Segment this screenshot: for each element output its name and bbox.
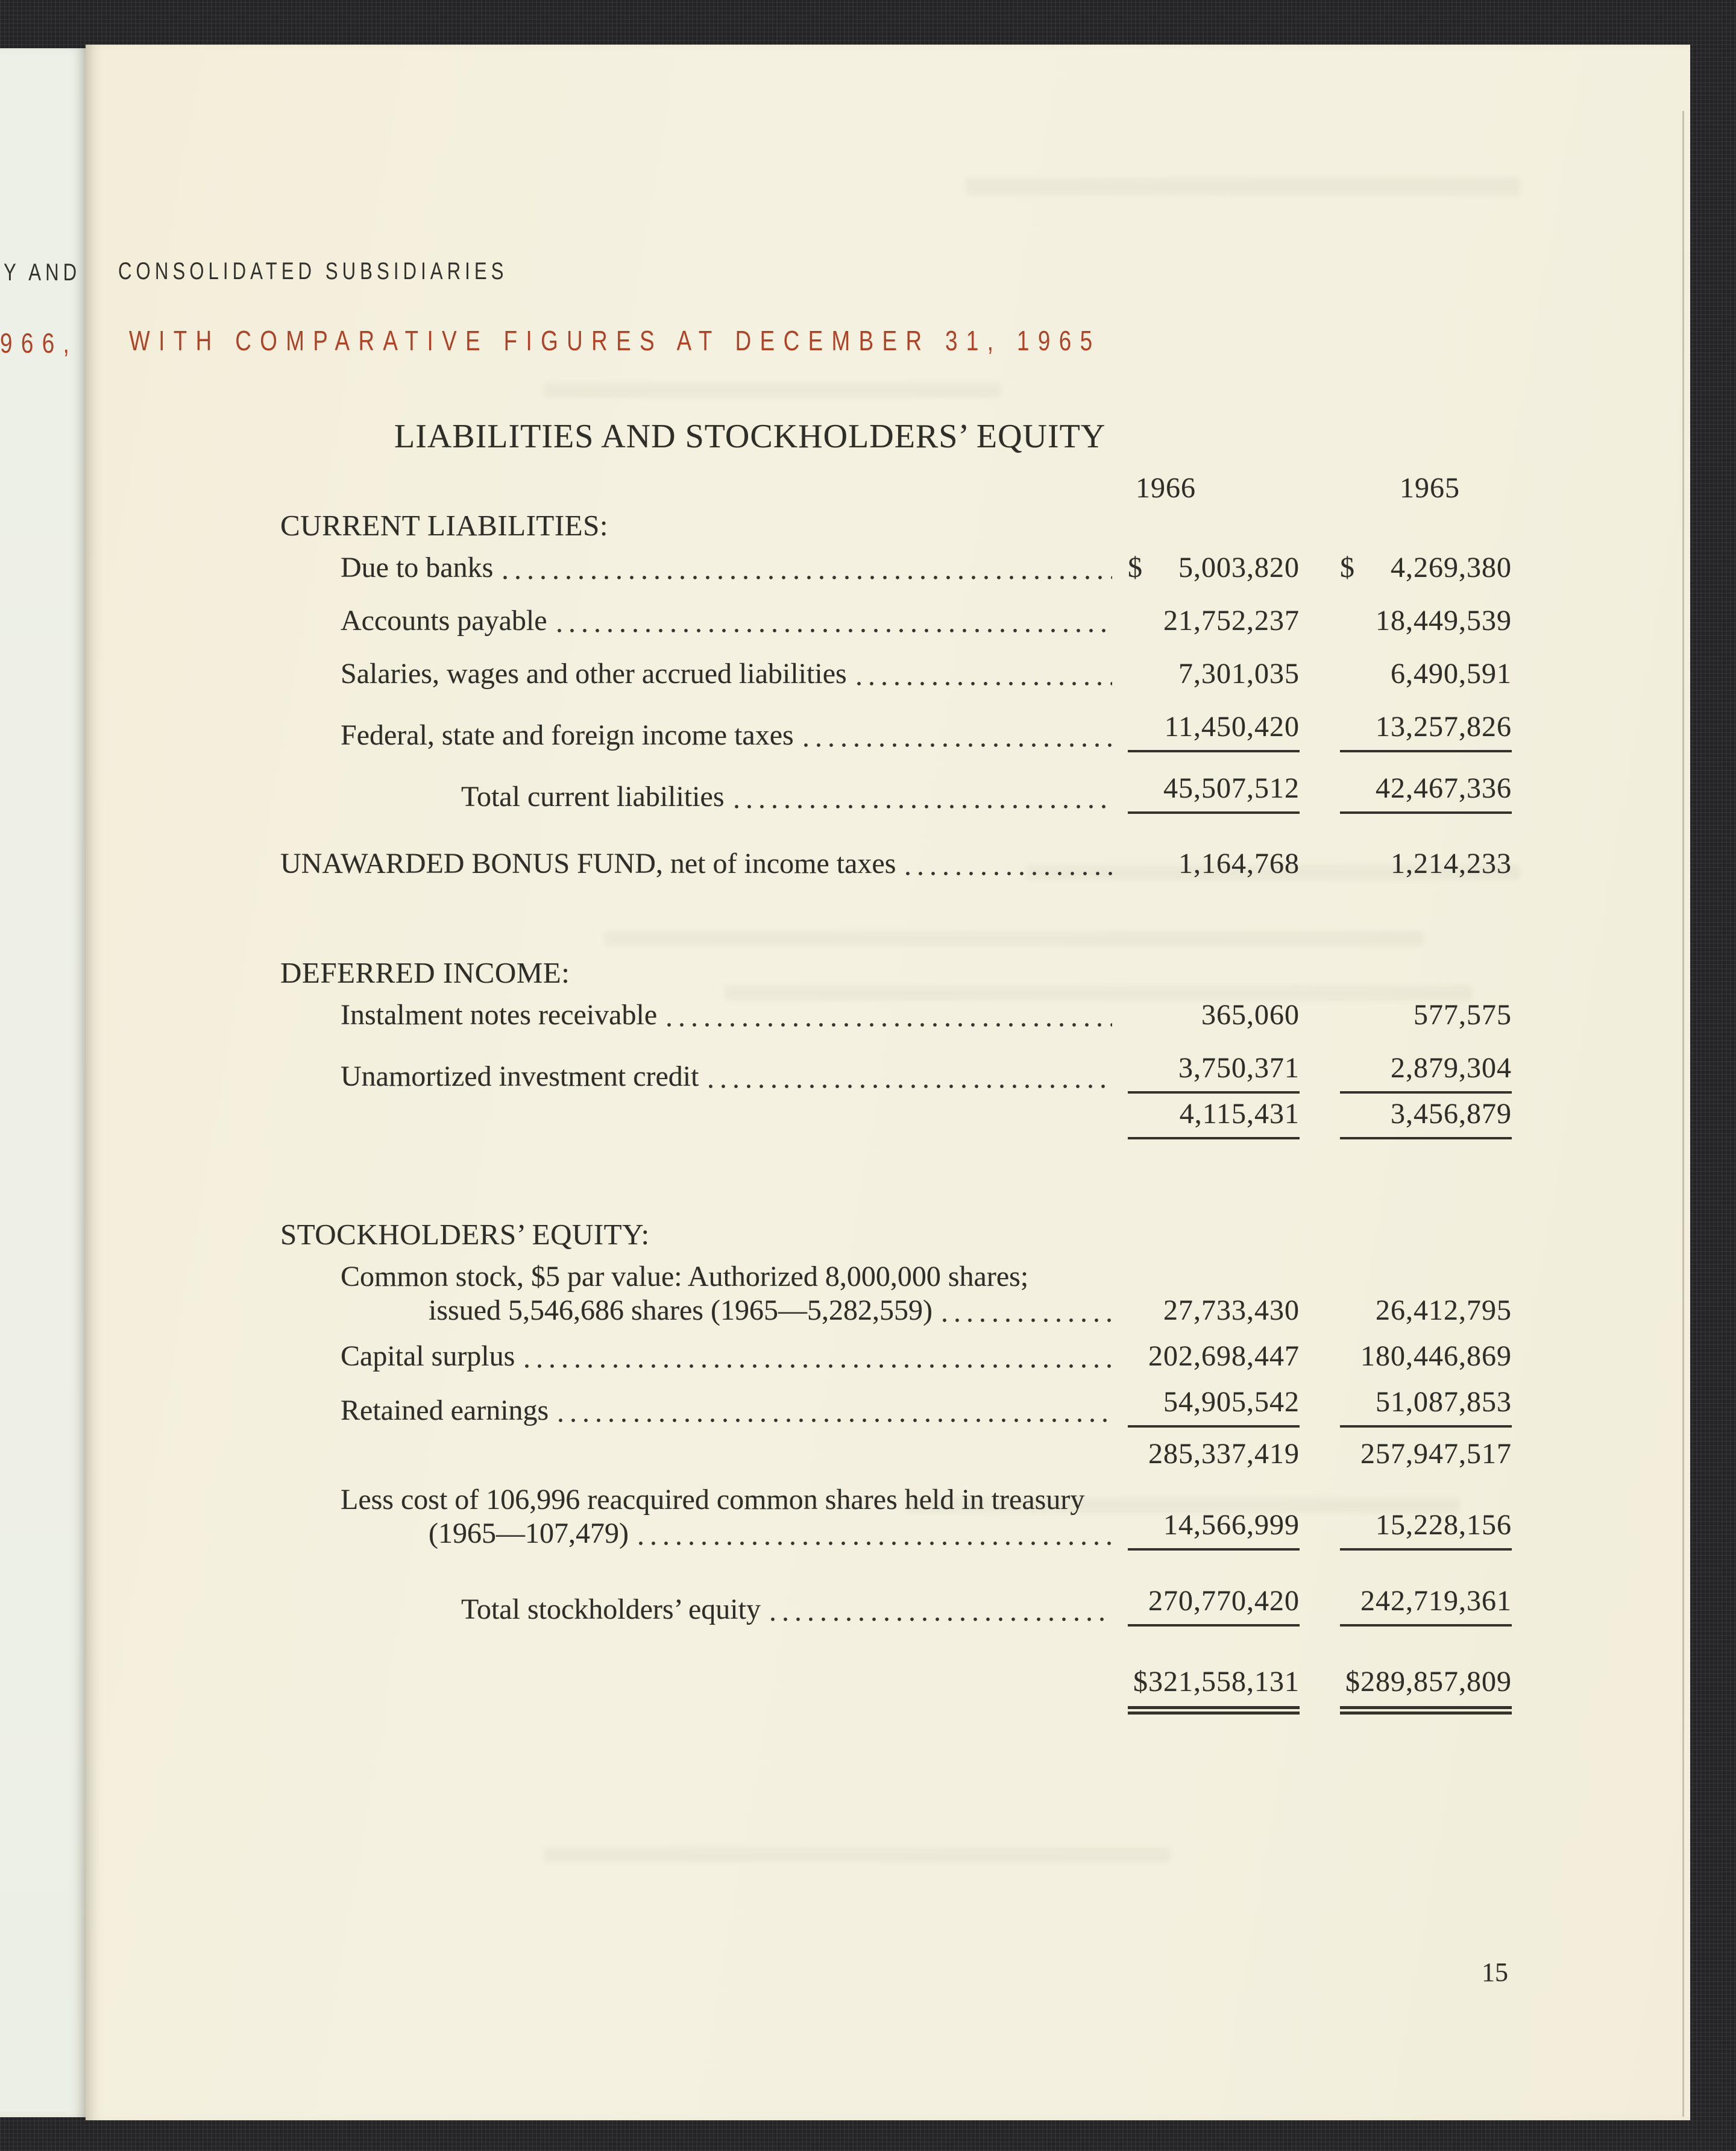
statement-row [280, 1260, 1512, 1327]
row-label-area [280, 1260, 1128, 1327]
statement-row [280, 1584, 1512, 1627]
amount-1966 [1128, 657, 1300, 691]
dot-leader [557, 628, 1112, 633]
amount-1965 [1340, 1385, 1512, 1428]
statement-row [280, 1483, 1512, 1551]
amount-1965 [1340, 847, 1512, 881]
statement-row [280, 998, 1512, 1032]
amount-1965 [1340, 551, 1512, 585]
amount-1965 [1340, 772, 1512, 814]
row-label: Federal, state and foreign income taxes [341, 719, 794, 751]
row-label: Capital surplus [341, 1340, 515, 1372]
bleedthrough-smudge [544, 382, 1002, 398]
amount-1966 [1128, 1584, 1300, 1627]
row-label-line [341, 719, 1128, 752]
amount-1965 [1340, 1437, 1512, 1471]
row-label: Accounts payable [341, 605, 547, 637]
row-label-area [280, 780, 1128, 814]
statement-row [280, 1051, 1512, 1094]
amount-1966-value: 1,164,768 [1178, 848, 1300, 880]
dot-leader [667, 1022, 1112, 1027]
dot-leader [638, 1541, 1112, 1546]
amount-1966-value: 365,060 [1201, 999, 1300, 1031]
amount-1966-value: 5,003,820 [1178, 552, 1300, 584]
row-label: Salaries, wages and other accrued liabilities [341, 658, 847, 690]
row-label-area [280, 998, 1128, 1032]
row-label-line [341, 1060, 1128, 1094]
column-headers [280, 471, 1512, 505]
row-label-line [341, 604, 1128, 638]
amount-1966 [1128, 1665, 1300, 1715]
amount-1966 [1128, 772, 1300, 814]
row-label-area [280, 1340, 1128, 1373]
statement-table [280, 471, 1512, 1727]
amount-1966 [1128, 1340, 1300, 1373]
amount-1966 [1128, 1294, 1300, 1327]
subtitle: WITH COMPARATIVE FIGURES AT DECEMBER 31, 1965 [129, 325, 1101, 356]
amount-1965-value: $289,857,809 [1345, 1666, 1512, 1698]
row-label: Due to banks [341, 552, 494, 584]
running-head: CONSOLIDATED SUBSIDIARIES [118, 258, 508, 285]
bleedthrough-smudge [544, 1847, 1171, 1863]
section-heading: DEFERRED INCOME: [280, 956, 570, 989]
amount-1966 [1128, 1385, 1300, 1428]
row-label: Total current liabilities [461, 781, 725, 813]
statement-row [280, 847, 1512, 881]
dot-leader [708, 1084, 1112, 1089]
statement-row [280, 1437, 1512, 1471]
statement-section [280, 956, 1512, 1139]
amount-1965-value: 242,719,361 [1360, 1585, 1512, 1617]
amount-1965-value: 51,087,853 [1376, 1386, 1512, 1418]
row-label-continuation [341, 1294, 1128, 1327]
statement-row [280, 1385, 1512, 1428]
amount-1965-value: 42,467,336 [1376, 772, 1512, 804]
amount-1966 [1128, 604, 1300, 638]
row-label-line [280, 847, 1128, 881]
page-number: 15 [1482, 1957, 1508, 1987]
amount-1966-value: $321,558,131 [1133, 1666, 1300, 1698]
column-header-1966: 1966 [1136, 472, 1196, 504]
row-label: Unamortized investment credit [341, 1060, 699, 1092]
row-label-area [280, 847, 1128, 881]
section-heading: CURRENT LIABILITIES: [280, 509, 608, 542]
amount-1965-value: 577,575 [1414, 999, 1512, 1031]
statement-section [280, 509, 1512, 814]
amount-1966 [1128, 710, 1300, 752]
row-label-area [280, 551, 1128, 585]
amount-1966 [1128, 847, 1300, 881]
amount-1965-value: 13,257,826 [1376, 711, 1512, 743]
statement-section [280, 847, 1512, 881]
row-label-line [461, 1593, 1128, 1627]
amount-1966-value: 27,733,430 [1163, 1294, 1300, 1326]
amount-1966-value: 14,566,999 [1163, 1509, 1300, 1541]
amount-1965 [1340, 1508, 1512, 1551]
amount-1965 [1340, 1051, 1512, 1094]
section-heading: STOCKHOLDERS’ EQUITY: [280, 1218, 650, 1251]
dollar-sign: $ [1128, 552, 1143, 584]
amount-1965-value: 3,456,879 [1391, 1098, 1512, 1130]
statement-row [280, 604, 1512, 638]
amount-1965 [1340, 710, 1512, 752]
dot-leader [524, 1364, 1112, 1368]
amount-1966 [1128, 551, 1300, 585]
amount-1965-value: 15,228,156 [1376, 1509, 1512, 1541]
amount-1965 [1340, 657, 1512, 691]
row-label-line [341, 657, 1128, 691]
row-label: (1965—107,479) [429, 1517, 629, 1549]
row-label: Instalment notes receivable [341, 999, 658, 1031]
statement-row [280, 551, 1512, 585]
amount-1965 [1340, 1665, 1512, 1715]
row-label-area [280, 1394, 1128, 1428]
row-label-continuation [341, 1517, 1128, 1551]
amount-1965-value: 1,214,233 [1391, 848, 1512, 880]
row-label-line [341, 1340, 1128, 1373]
row-label-area [280, 657, 1128, 691]
amount-1966-value: 285,337,419 [1148, 1438, 1300, 1470]
bleedthrough-smudge [966, 177, 1520, 195]
row-label: Less cost of 106,996 reacquired common shares held in treasury [341, 1484, 1085, 1516]
amount-1966 [1128, 1097, 1300, 1139]
statement-sections [280, 509, 1512, 1715]
dot-leader [804, 743, 1112, 748]
dot-leader [734, 804, 1113, 809]
amount-1965 [1340, 604, 1512, 638]
amount-1966-value: 21,752,237 [1163, 605, 1300, 637]
amount-1965 [1340, 1340, 1512, 1373]
row-label-line [461, 780, 1128, 814]
row-label: Total stockholders’ equity [461, 1593, 761, 1625]
row-label-line [341, 1394, 1128, 1428]
amount-1965-value: 257,947,517 [1360, 1438, 1512, 1470]
dollar-sign: $ [1340, 552, 1355, 584]
statement-row [280, 710, 1512, 752]
statement-section [280, 1218, 1512, 1715]
statement-row [280, 1097, 1512, 1139]
amount-1966-value: 4,115,431 [1179, 1098, 1300, 1130]
amount-1965-value: 4,269,380 [1391, 552, 1512, 584]
statement-title: LIABILITIES AND STOCKHOLDERS’ EQUITY [394, 418, 1106, 455]
row-label-area [280, 1483, 1128, 1551]
amount-1966-value: 7,301,035 [1178, 658, 1300, 690]
dot-leader [770, 1617, 1112, 1622]
statement-row [280, 1340, 1512, 1373]
amount-1965-value: 18,449,539 [1376, 605, 1512, 637]
amount-1966-value: 54,905,542 [1163, 1386, 1300, 1418]
row-label: UNAWARDED BONUS FUND, net of income taxes [280, 848, 896, 880]
row-label-area [280, 719, 1128, 752]
page-stack-edge [1682, 111, 1684, 2117]
dot-leader [503, 575, 1112, 580]
dot-leader [905, 871, 1112, 876]
row-label-area [280, 604, 1128, 638]
statement-row [280, 1665, 1512, 1715]
amount-1966 [1128, 1051, 1300, 1094]
row-label: Retained earnings [341, 1394, 549, 1426]
amount-1966-value: 11,450,420 [1164, 711, 1300, 743]
amount-1966 [1128, 1508, 1300, 1551]
amount-1966-value: 3,750,371 [1178, 1052, 1300, 1084]
amount-1966 [1128, 1437, 1300, 1471]
row-label-line [341, 998, 1128, 1032]
amount-1965-value: 6,490,591 [1391, 658, 1512, 690]
dot-leader [942, 1318, 1112, 1323]
statement-row [280, 772, 1512, 814]
amount-1965 [1340, 1294, 1512, 1327]
amount-1965 [1340, 998, 1512, 1032]
statement-row [280, 657, 1512, 691]
column-header-1965: 1965 [1400, 472, 1460, 504]
amount-1965-value: 2,879,304 [1391, 1052, 1512, 1084]
amount-1966-value: 202,698,447 [1148, 1340, 1300, 1372]
row-label-line [341, 551, 1128, 585]
subtitle-fragment: 966, [0, 327, 78, 359]
row-label: issued 5,546,686 shares (1965—5,282,559) [429, 1294, 932, 1326]
dot-leader [857, 681, 1112, 686]
amount-1965 [1340, 1097, 1512, 1139]
running-head-fragment: Y AND [4, 259, 81, 286]
amount-1965-value: 180,446,869 [1360, 1340, 1512, 1372]
row-label-area [280, 1593, 1128, 1627]
amount-1965 [1340, 1584, 1512, 1627]
amount-1965-value: 26,412,795 [1376, 1294, 1512, 1326]
amount-1966 [1128, 998, 1300, 1032]
amount-1966-value: 45,507,512 [1163, 772, 1300, 804]
amount-1966-value: 270,770,420 [1148, 1585, 1300, 1617]
row-label-area [280, 1060, 1128, 1094]
dot-leader [558, 1418, 1112, 1423]
row-label: Common stock, $5 par value: Authorized 8,000,000 shares; [341, 1261, 1029, 1293]
